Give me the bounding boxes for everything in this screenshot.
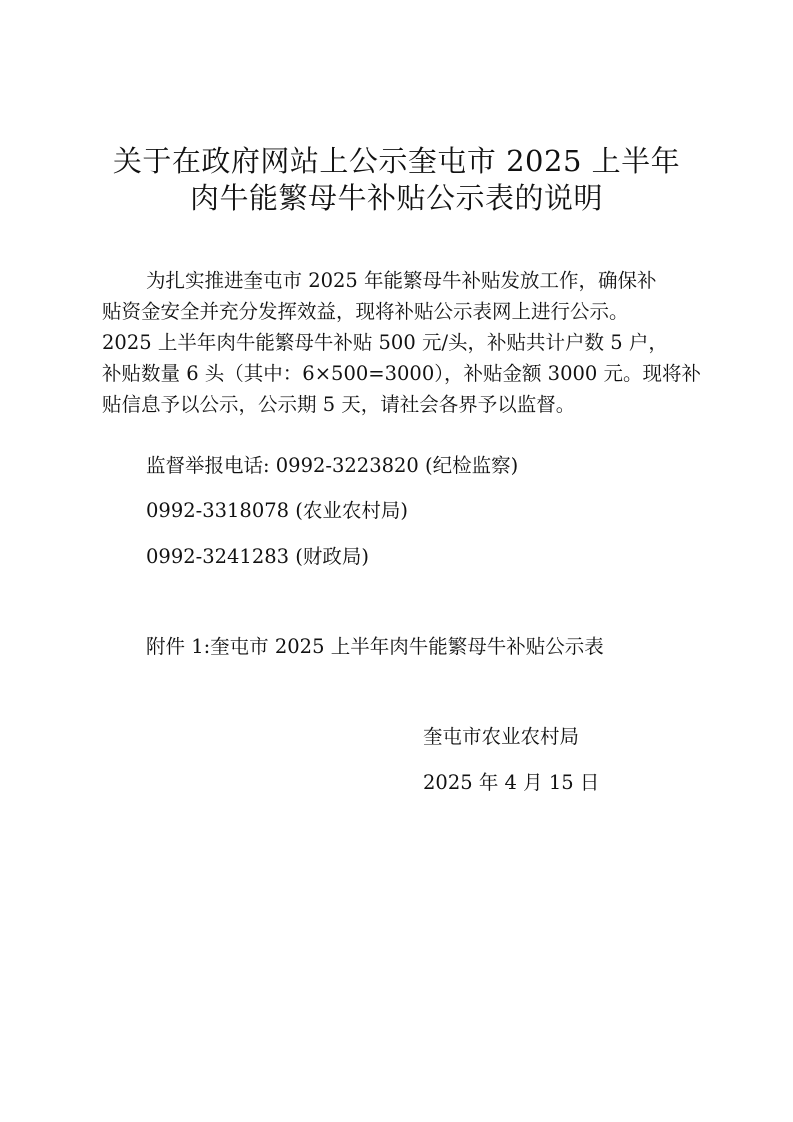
contact-line-agriculture: 0992-3318078 (农业农村局) [146,499,408,522]
document-title-line-1: 关于在政府网站上公示奎屯市 2025 上半年 [112,144,681,178]
body-line: 2025 上半年肉牛能繁母牛补贴 500 元/头，补贴共计户数 5 户， [102,331,668,354]
document-title-line-2: 肉牛能繁母牛补贴公示表的说明 [189,181,603,215]
contact-line-discipline: 监督举报电话: 0992-3223820 (纪检监察) [146,454,519,477]
signature-date: 2025 年 4 月 15 日 [423,771,600,794]
body-line: 贴信息予以公示，公示期 5 天，请社会各界予以监督。 [102,393,576,416]
body-line: 贴资金安全并充分发挥效益，现将补贴公示表网上进行公示。 [102,300,629,323]
body-line: 补贴数量 6 头（其中：6×500=3000），补贴金额 3000 元。现将补 [102,362,702,385]
attachment-note: 附件 1:奎屯市 2025 上半年肉牛能繁母牛补贴公示表 [146,635,604,658]
body-paragraph [102,265,702,420]
body-line: 为扎实推进奎屯市 2025 年能繁母牛补贴发放工作，确保补 [146,269,657,292]
signature-organization: 奎屯市农业农村局 [423,725,580,748]
contact-line-finance: 0992-3241283 (财政局) [146,545,369,568]
